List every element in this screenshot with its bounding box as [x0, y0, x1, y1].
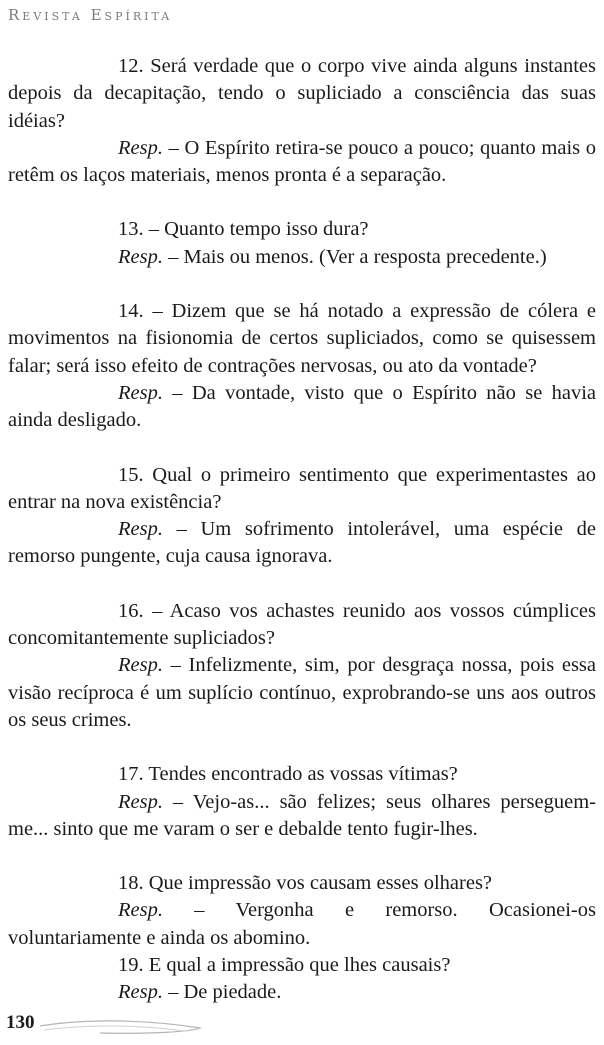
answer-text: – Vergonha e remorso. Ocasionei-os voluntariamente e ainda os abomino.: [8, 899, 596, 949]
question-15: 15. Qual o primeiro sentimento que experimentastes ao entrar na nova existência?: [8, 463, 596, 513]
resp-label: Resp.: [118, 136, 163, 159]
answer-text: – De piedade.: [162, 981, 282, 1004]
answer-13: [8, 244, 596, 271]
resp-label: Resp.: [118, 654, 163, 677]
question-17: 17. Tendes encontrado as vossas vítimas?: [118, 763, 458, 786]
question-18: 18. Que impressão vos causam esses olhares?: [118, 872, 493, 895]
resp-label: Resp.: [118, 381, 163, 404]
resp-label: Resp.: [118, 518, 163, 541]
answer-text: – Um sofrimento intolerável, uma espécie de remorso pungente, cuja causa ignorava.: [8, 518, 596, 568]
resp-label: Resp.: [118, 899, 163, 922]
answer-14: [8, 380, 596, 435]
question-12: 12. Será verdade que o corpo vive ainda alguns instantes depois da decapitação, tendo o supliciado a consciência das suas idéias?: [8, 55, 596, 132]
answer-text: – O Espírito retira-se pouco a pouco; quanto mais o retêm os laços materiais, menos pronta é a separação.: [8, 136, 596, 187]
answer-text: – Mais ou menos. (Ver a resposta precedente.): [162, 245, 547, 268]
answer-17: [8, 789, 596, 844]
question-13: 13. – Quanto tempo isso dura?: [118, 218, 369, 241]
answer-12: [8, 135, 596, 190]
resp-label: Resp.: [118, 245, 163, 268]
answer-15: [8, 516, 596, 571]
answer-text: – Da vontade, visto que o Espírito não se havia ainda desligado.: [8, 381, 596, 432]
question-14: 14. – Dizem que se há notado a expressão de cólera e movimentos na fisionomia de certos supliciados, como se quisessem falar; será isso efeito de contrações nervosas, ou ato da vontade?: [8, 300, 596, 377]
answer-18: [8, 897, 596, 952]
running-header: Revista Espírita: [8, 6, 173, 24]
answer-19: [8, 979, 596, 1006]
answer-text: – Infelizmente, sim, por desgraça nossa, pois essa visão recíproca é um suplício contínuo, exprobrando-se uns aos outros os seus crimes.: [8, 654, 596, 731]
page-body: [8, 53, 596, 1007]
resp-label: Resp.: [118, 790, 163, 813]
resp-label: Resp.: [118, 981, 163, 1004]
answer-text: – Vejo-as... são felizes; seus olhares perseguem-me... sinto que me varam o ser e debalde tento fugir-lhes.: [8, 790, 596, 840]
page-number: 130: [6, 1012, 35, 1033]
question-16: 16. – Acaso vos achastes reunido aos vossos cúmplices concomitantemente supliciados?: [8, 599, 596, 650]
answer-16: [8, 652, 596, 734]
question-19: 19. E qual a impressão que lhes causais?: [118, 954, 451, 977]
